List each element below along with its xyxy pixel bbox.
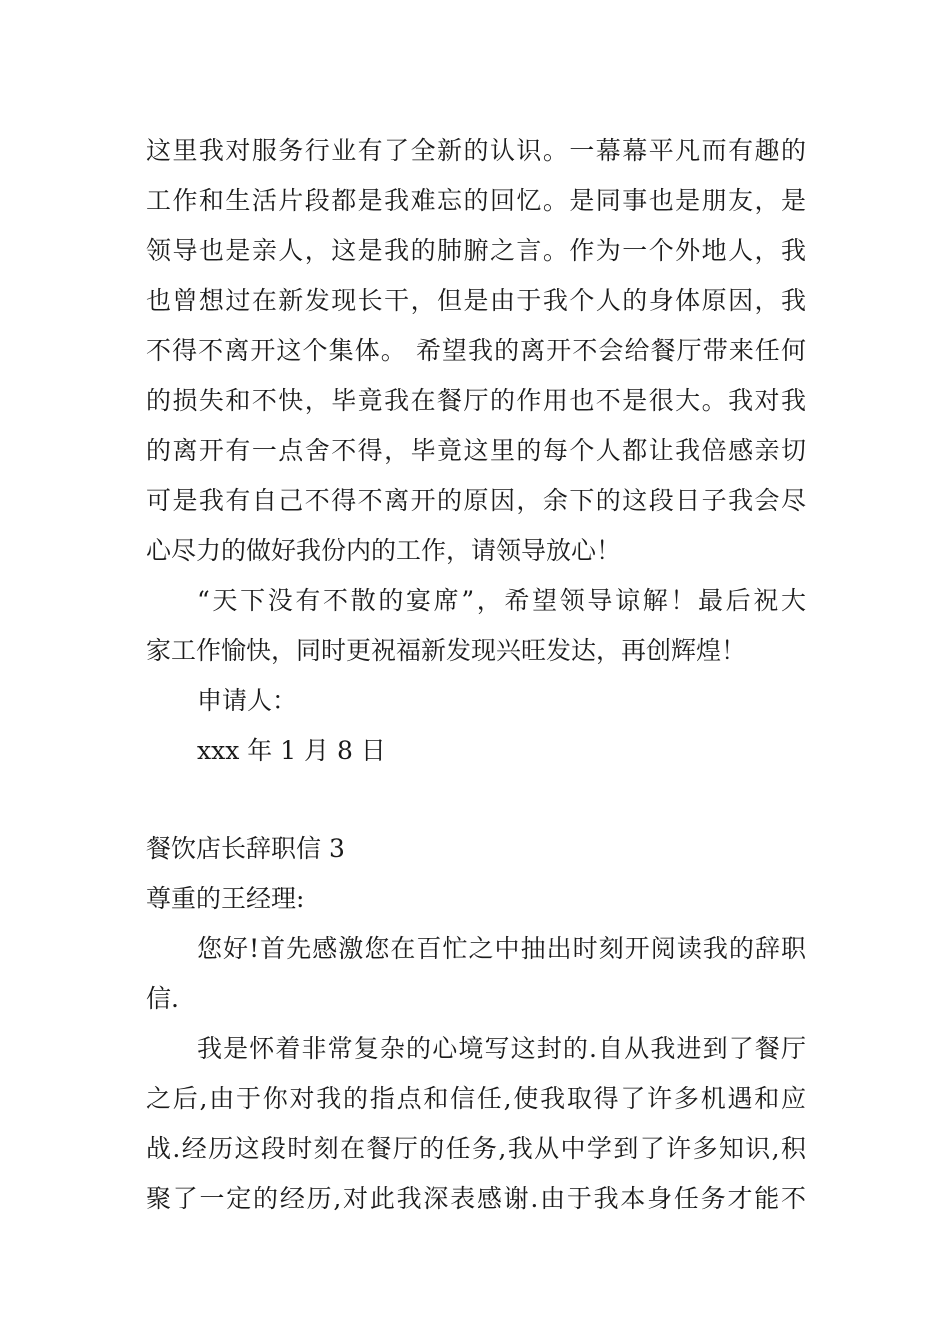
paragraph-line: 也曾想过在新发现长干，但是由于我个人的身体原因，我 (146, 286, 806, 315)
paragraph-line: 这里我对服务行业有了全新的认识。一幕幕平凡而有趣的 (146, 136, 806, 165)
paragraph-line: “天下没有不散的宴席”，希望领导谅解！最后祝大 (197, 586, 806, 615)
salutation: 尊重的王经理: (146, 884, 305, 913)
paragraph-line: 可是我有自己不得不离开的原因，余下的这段日子我会尽 (146, 486, 806, 515)
paragraph-line: 战.经历这段时刻在餐厅的任务,我从中学到了许多知识,积 (146, 1134, 806, 1163)
paragraph-line: 心尽力的做好我份内的工作，请领导放心！ (146, 536, 622, 565)
paragraph-line: 之后,由于你对我的指点和信任,使我取得了许多机遇和应 (146, 1084, 806, 1113)
applicant-label: 申请人： (197, 686, 298, 715)
paragraph-line: 家工作愉快，同时更祝福新发现兴旺发达，再创辉煌！ (146, 636, 747, 665)
paragraph-line: 工作和生活片段都是我难忘的回忆。是同事也是朋友，是 (146, 186, 806, 215)
paragraph-line: 信. (146, 984, 179, 1013)
signature-date: xxx 年 1 月 8 日 (197, 736, 386, 765)
paragraph-line: 聚了一定的经历,对此我深表感谢.由于我本身任务才能不 (146, 1184, 806, 1213)
paragraph-line: 我是怀着非常复杂的心境写这封的.自从我进到了餐厅 (197, 1034, 806, 1063)
paragraph-line: 的损失和不快，毕竟我在餐厅的作用也不是很大。我对我 (146, 386, 806, 415)
section-title: 餐饮店长辞职信 3 (146, 834, 345, 863)
paragraph-line: 的离开有一点舍不得，毕竟这里的每个人都让我倍感亲切 (146, 436, 806, 465)
paragraph-line: 不得不离开这个集体。 希望我的离开不会给餐厅带来任何 (146, 336, 806, 365)
paragraph-line: 领导也是亲人，这是我的肺腑之言。作为一个外地人，我 (146, 236, 806, 265)
paragraph-line: 您好!首先感激您在百忙之中抽出时刻开阅读我的辞职 (197, 934, 806, 963)
